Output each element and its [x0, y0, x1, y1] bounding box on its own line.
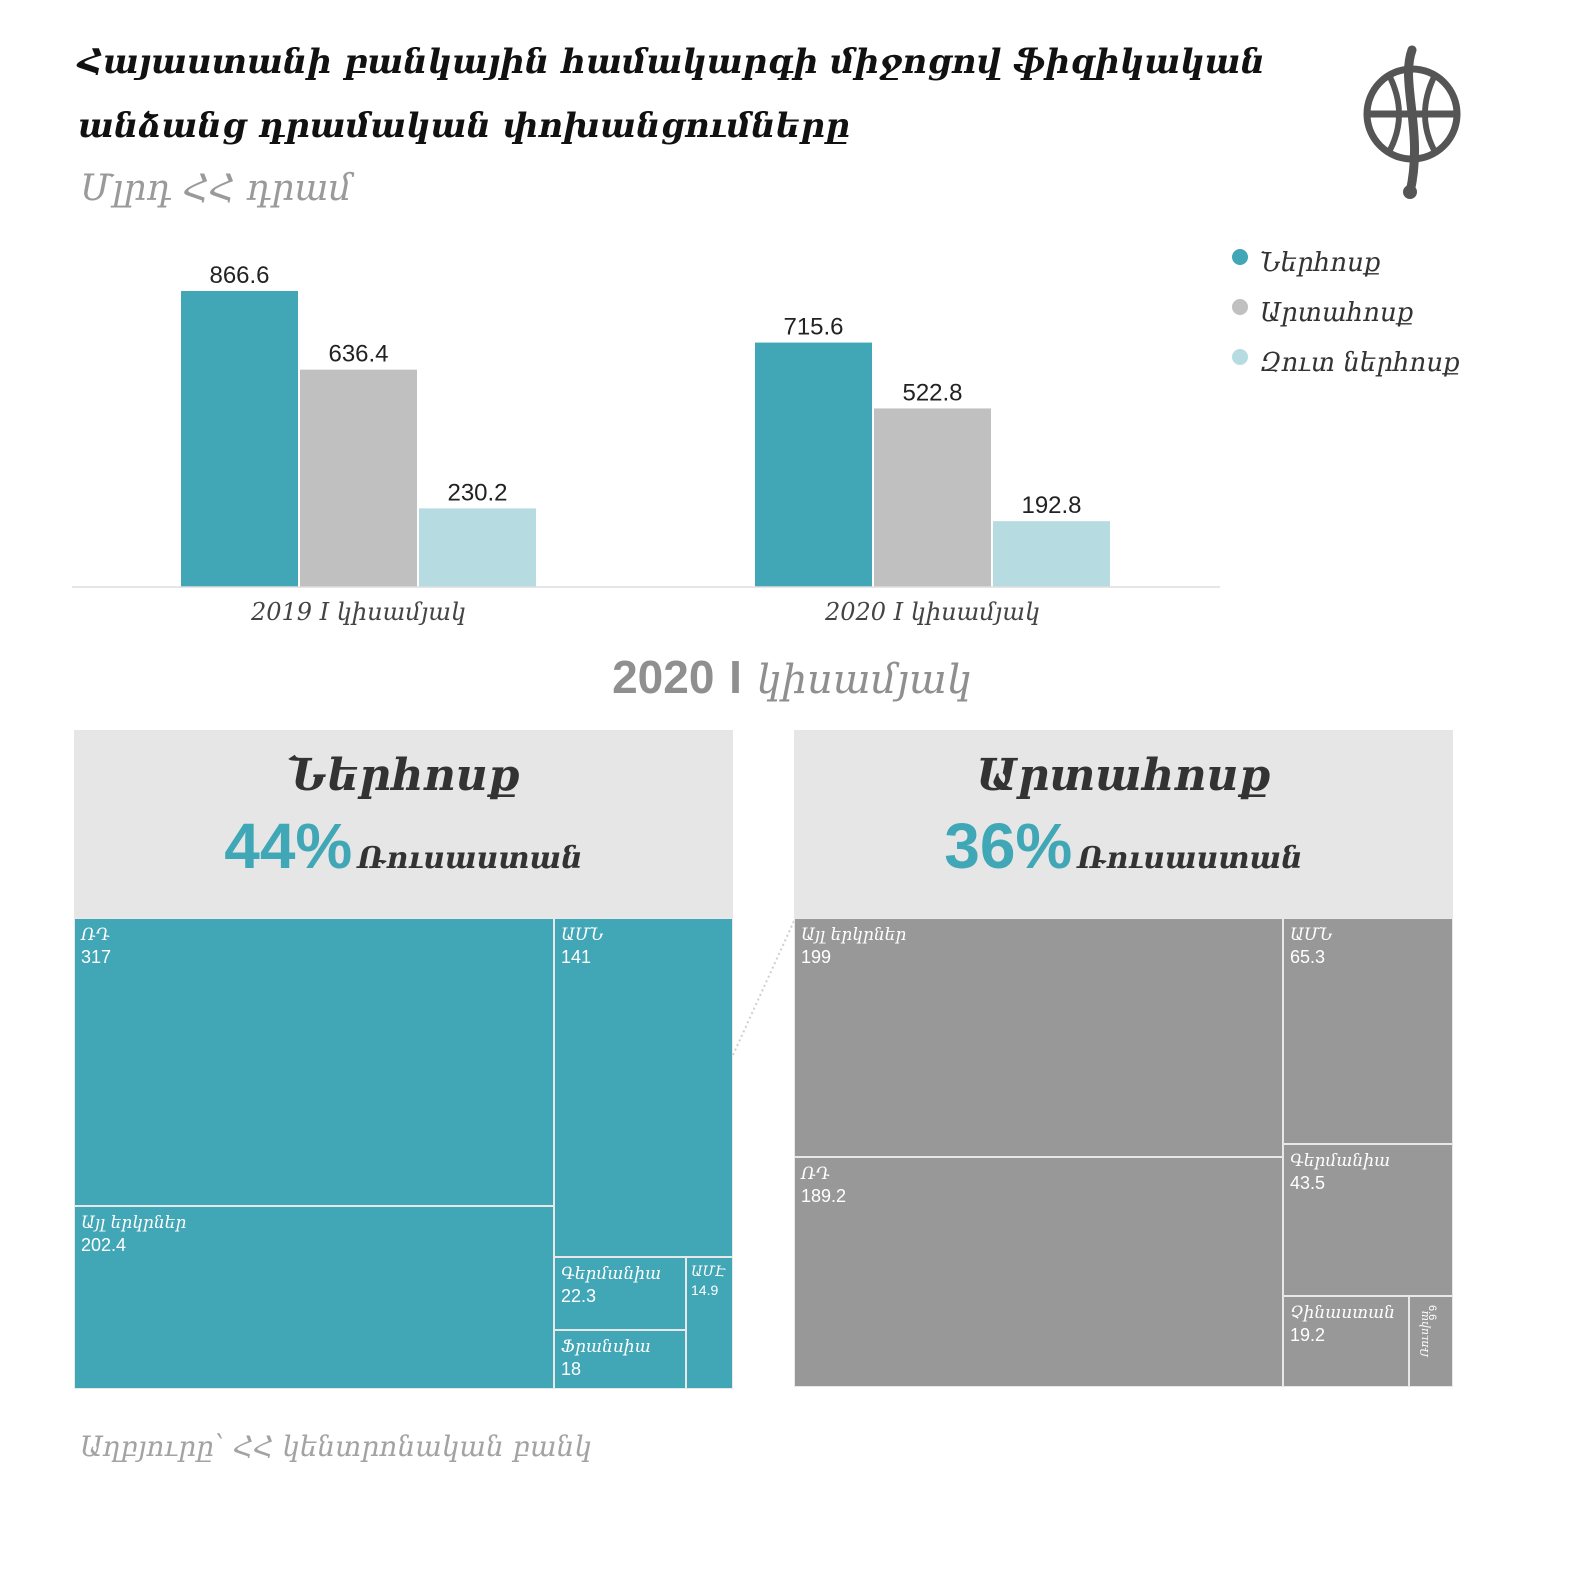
bar-value-label: 522.8 — [902, 379, 963, 407]
outflow-cell-value: 199 — [801, 947, 832, 967]
legend-dot-inflow — [1232, 249, 1248, 265]
inflow-title: Ներհոսք — [286, 750, 521, 801]
bar-value-label: 715.6 — [783, 313, 844, 341]
section-year: 2020 — [612, 651, 715, 703]
outflow-title: Արտահոսք — [976, 750, 1271, 801]
legend-label-outflow: Արտահոսք — [1260, 298, 1414, 328]
x-tick-label: 2020 I կիսամյակ — [824, 598, 1041, 626]
bar-1-1 — [874, 408, 991, 587]
outflow-cell-name: ԱՄՆ — [1290, 925, 1333, 945]
inflow-treemap — [74, 918, 733, 1389]
inflow-cell-name: ԱՄՆ — [561, 925, 604, 945]
inflow-cell-value: 18 — [561, 1359, 582, 1379]
legend-dot-net — [1232, 349, 1248, 365]
outflow-cell-ru — [794, 1157, 1283, 1387]
outflow-cell-value: 6.6 — [1426, 1305, 1438, 1321]
x-tick-label: 2019 I կիսամյակ — [250, 598, 467, 626]
legend-label-net: Զուտ ներհոսք — [1260, 348, 1460, 378]
inflow-share-percent: 44% — [224, 810, 353, 882]
outflow-cell-value: 19.2 — [1290, 1325, 1326, 1345]
inflow-cell-usa — [554, 918, 733, 1257]
inflow-cell-name: ՌԴ — [81, 925, 110, 945]
inflow-share-country: Ռուսաստան — [357, 841, 583, 876]
outflow-cell-germany — [1283, 1144, 1453, 1296]
bar-0-2 — [419, 508, 536, 587]
connector-line — [730, 915, 800, 1065]
outflow-share-percent: 36% — [944, 810, 1073, 882]
inflow-cell-name: Ֆրանսիա — [561, 1337, 651, 1357]
outflow-cell-value: 65.3 — [1290, 947, 1326, 967]
outflow-header — [794, 730, 1453, 918]
inflow-cell-france — [554, 1330, 686, 1389]
bar-chart — [0, 230, 1240, 640]
chart-title: Հայաստանի բանկային համակարգի միջոցով ֆիզիկական անձանց դրամական փոխանցումները — [78, 42, 1265, 146]
outflow-cell-name: Չինաստան — [1290, 1303, 1395, 1323]
inflow-cell-germany — [554, 1257, 686, 1330]
outflow-cell-name: ՌԴ — [801, 1164, 830, 1184]
outflow-cell-value: 43.5 — [1290, 1173, 1326, 1193]
inflow-cell-value: 317 — [81, 947, 112, 967]
inflow-cell-value: 14.9 — [691, 1282, 719, 1298]
outflow-cell-other — [794, 918, 1283, 1157]
outflow-treemap — [794, 918, 1453, 1387]
inflow-header — [74, 730, 733, 918]
outflow-cell-usa — [1283, 918, 1453, 1144]
outflow-cell-value: 189.2 — [801, 1186, 847, 1206]
section-title — [0, 650, 1584, 704]
inflow-cell-name: ԱՄԷ — [691, 1264, 726, 1280]
inflow-cell-name: Գերմանիա — [561, 1264, 662, 1284]
bar-value-label: 230.2 — [447, 479, 508, 507]
outflow-cell-name: Ռուսիա — [1418, 1310, 1431, 1357]
outflow-cell-name: Գերմանիա — [1290, 1151, 1391, 1171]
inflow-cell-value: 22.3 — [561, 1286, 597, 1306]
inflow-cell-value: 141 — [561, 947, 592, 967]
outflow-cell-small — [1409, 1296, 1453, 1387]
logo-icon — [1360, 42, 1465, 202]
source-note: Աղբյուրը՝ ՀՀ կենտրոնական բանկ — [80, 1430, 592, 1463]
inflow-cell-other — [74, 1206, 554, 1389]
inflow-cell-uae — [686, 1257, 733, 1389]
section-separator: I — [729, 651, 742, 703]
inflow-cell-name: Այլ երկրներ — [81, 1213, 187, 1233]
legend-label-inflow: Ներհոսք — [1260, 248, 1381, 278]
legend-dot-outflow — [1232, 299, 1248, 315]
outflow-cell-china — [1283, 1296, 1409, 1387]
bar-1-2 — [993, 521, 1110, 587]
inflow-share — [74, 809, 733, 883]
bar-0-1 — [300, 370, 417, 587]
outflow-share — [794, 809, 1453, 883]
inflow-cell-ru — [74, 918, 554, 1206]
unit-label: Մլրդ ՀՀ դրամ — [80, 168, 352, 209]
bar-0-0 — [181, 291, 298, 587]
bar-1-0 — [755, 343, 872, 587]
outflow-cell-name: Այլ երկրներ — [801, 925, 907, 945]
outflow-share-country: Ռուսաստան — [1077, 841, 1303, 876]
bar-value-label: 636.4 — [328, 340, 389, 368]
bar-value-label: 866.6 — [209, 262, 270, 289]
section-half: կիսամյակ — [756, 657, 972, 703]
bar-value-label: 192.8 — [1021, 492, 1082, 520]
inflow-cell-value: 202.4 — [81, 1235, 127, 1255]
